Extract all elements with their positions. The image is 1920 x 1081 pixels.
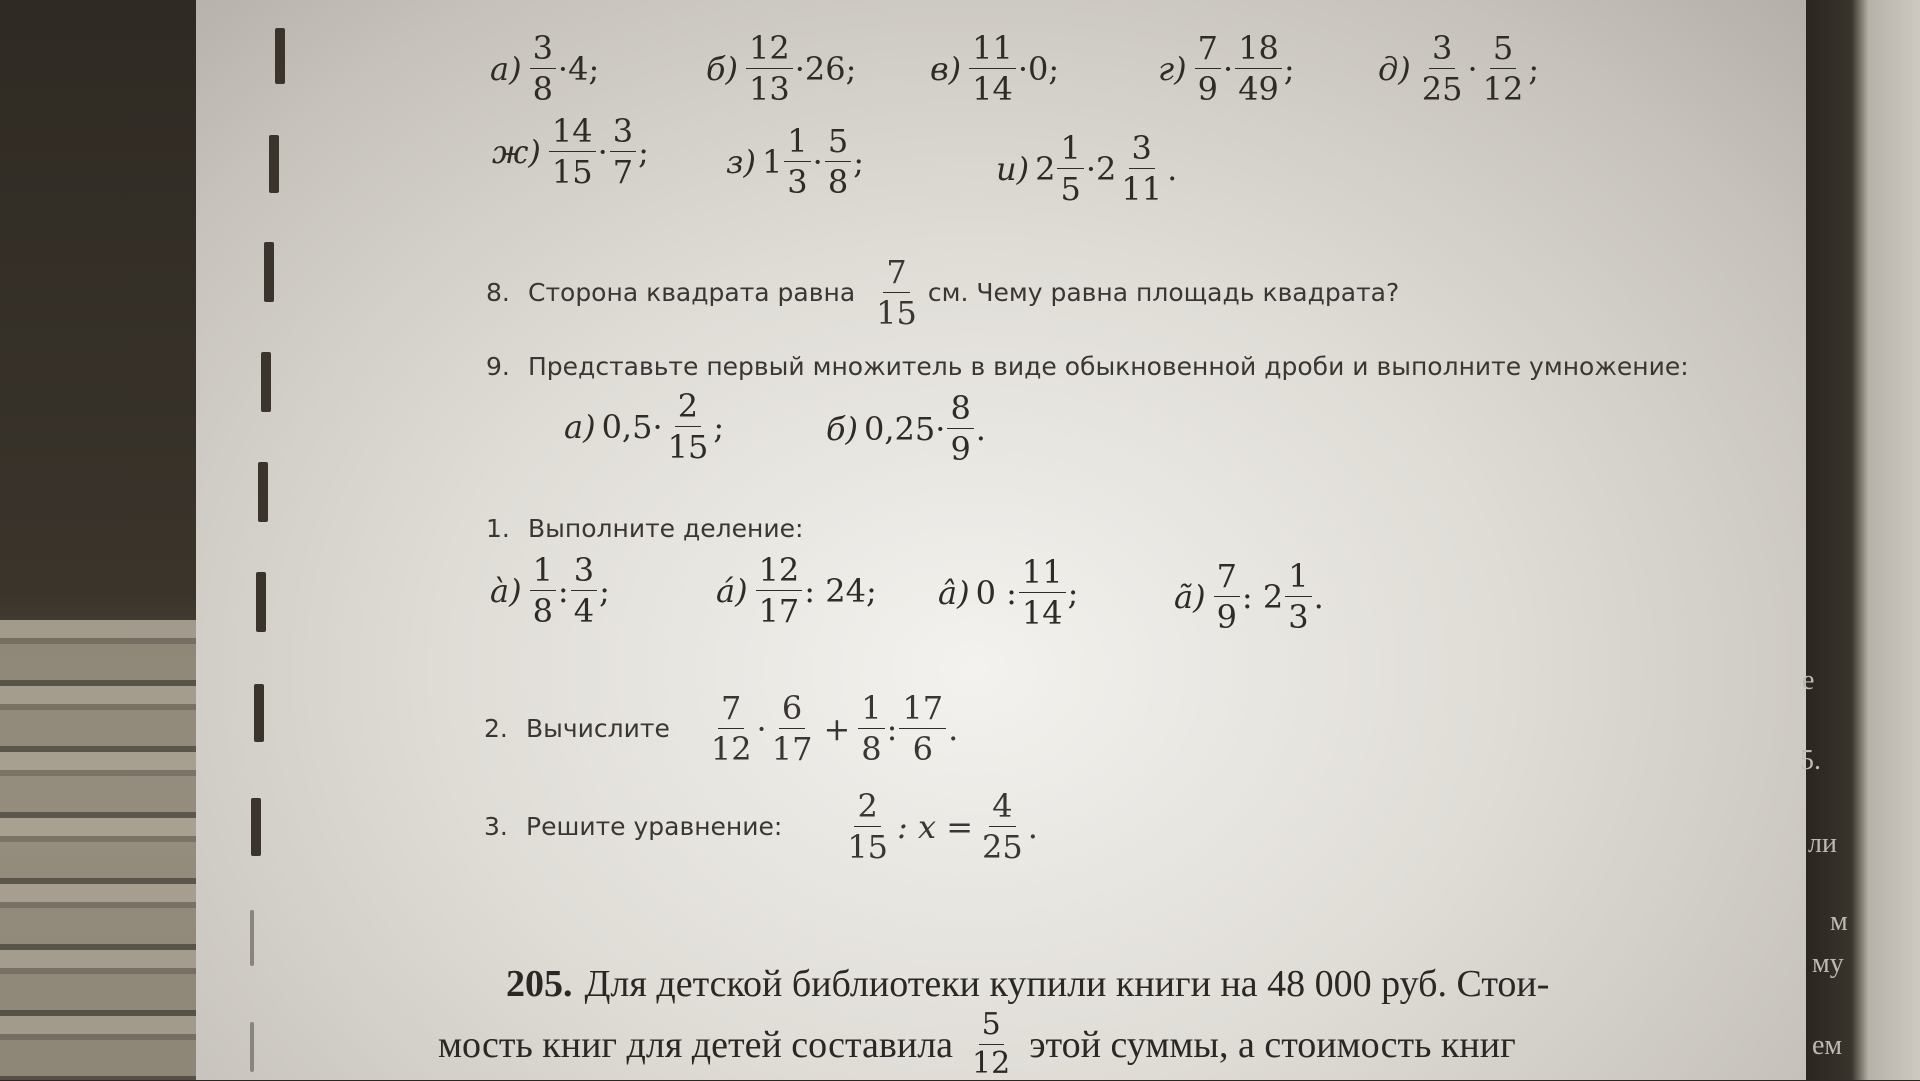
ex8: 8. Сторона квадрата равна $\frac{7}{15}$ см. Чему равна площадь квадрата? [486, 253, 1400, 332]
book-stack [0, 620, 220, 1080]
fraction: $\frac{17}{6}$ [899, 692, 946, 765]
fraction: $\frac{5}{12}$ [1482, 29, 1524, 108]
next-page-edge [1806, 0, 1920, 1080]
fraction: $\frac{5}{12}$ [972, 1007, 1011, 1081]
fraction: $\frac{11}{14}$ [1019, 556, 1066, 629]
fraction: $\frac{4}{25}$ [982, 787, 1023, 866]
fraction: $\frac{1}{8}$ [858, 692, 884, 765]
ex7-i: и) 2 $\frac{1}{5}$ · 2 $\frac{3}{11}$ . [996, 129, 1178, 208]
side-fragment: м [1830, 906, 1848, 937]
fraction: $\frac{7}{12}$ [710, 689, 752, 768]
ex1-c: â) 0 : $\frac{11}{14}$ ; [938, 553, 1079, 632]
side-fragment: 5. [1800, 745, 1821, 776]
ex205-line1: 205. Для детской библиотеки купили книги на 48 000 руб. Стои- [506, 963, 1550, 1005]
fraction: $\frac{12}{13}$ [746, 32, 793, 105]
fraction: $\frac{6}{17}$ [771, 689, 813, 768]
fraction: $\frac{12}{17}$ [756, 554, 803, 627]
side-fragment: ли [1808, 828, 1837, 859]
fraction: $\frac{1}{3}$ [784, 125, 810, 198]
fraction: $\frac{3}{8}$ [530, 32, 556, 105]
fraction: $\frac{11}{14}$ [969, 32, 1016, 105]
fraction: $\frac{1}{3}$ [1285, 560, 1311, 633]
ex7-a: а) $\frac{3}{8}$ · 4; [490, 29, 600, 108]
ex7-v: в) $\frac{11}{14}$ · 0; [930, 29, 1060, 108]
fraction: $\frac{2}{15}$ [667, 387, 709, 466]
ex205-line2: мость книг для детей составила $\frac{5}{12}$ этой суммы, а стоимость книг [438, 1007, 1516, 1081]
ex7-b: б) $\frac{12}{13}$ · 26; [706, 29, 857, 108]
ex9-b: б) 0,25 · $\frac{8}{9}$ . [826, 389, 986, 468]
fraction: $\frac{7}{15}$ [876, 253, 917, 332]
fraction: $\frac{5}{8}$ [825, 125, 851, 198]
ex7-d: д) $\frac{3}{25}$ · $\frac{5}{12}$ ; [1378, 29, 1540, 108]
ex1-d: ã) $\frac{7}{9}$ : 2 $\frac{1}{3}$ . [1174, 557, 1324, 636]
fraction: $\frac{1}{8}$ [530, 554, 556, 627]
ex7-g: г) $\frac{7}{9}$ · $\frac{18}{49}$ ; [1158, 29, 1295, 108]
side-fragment: му [1812, 948, 1844, 979]
side-fragment: ем [1812, 1030, 1843, 1061]
fraction: $\frac{3}{25}$ [1421, 29, 1463, 108]
fraction: $\frac{14}{15}$ [549, 115, 596, 188]
ex3: 3. Решите уравнение: $\frac{2}{15}$ : x = $\frac{4}{25}$ . [484, 787, 1038, 866]
ex1-b: á) $\frac{12}{17}$ : 24; [716, 551, 877, 630]
fraction: $\frac{8}{9}$ [947, 392, 973, 465]
fraction: $\frac{3}{4}$ [571, 554, 597, 627]
fraction: $\frac{7}{9}$ [1195, 32, 1221, 105]
fraction: $\frac{3}{11}$ [1121, 129, 1163, 208]
ex9-text: 9. Представьте первый множитель в виде обыкновенной дроби и выполните умножение: [486, 352, 1689, 381]
ex2-expression: $\frac{7}{12}$ · $\frac{6}{17}$ + $\frac{1}{8}$ : $\frac{17}{6}$ . [706, 692, 958, 765]
ex2: 2. Вычислите $\frac{7}{12}$ · $\frac{6}{17}$ + $\frac{1}{8}$ : $\frac{17}{6}$ . [484, 689, 959, 768]
fraction: $\frac{2}{15}$ [847, 787, 889, 866]
ex7-z: з) 1 $\frac{1}{3}$ · $\frac{5}{8}$ ; [726, 122, 864, 201]
fraction: $\frac{3}{7}$ [610, 115, 636, 188]
fraction: $\frac{1}{5}$ [1057, 132, 1083, 205]
fraction: $\frac{7}{9}$ [1214, 560, 1240, 633]
ex1-text: 1. Выполните деление: [486, 514, 804, 543]
ex3-equation: $\frac{2}{15}$ : x = $\frac{4}{25}$ . [842, 790, 1038, 863]
side-fragment: е [1802, 665, 1815, 696]
ex7-zh: ж) $\frac{14}{15}$ · $\frac{3}{7}$ ; [492, 112, 649, 191]
ex9-a: а) 0,5 · $\frac{2}{15}$ ; [564, 387, 725, 466]
ex1-a: à) $\frac{1}{8}$ : $\frac{3}{4}$ ; [490, 551, 610, 630]
fraction: $\frac{18}{49}$ [1235, 32, 1282, 105]
